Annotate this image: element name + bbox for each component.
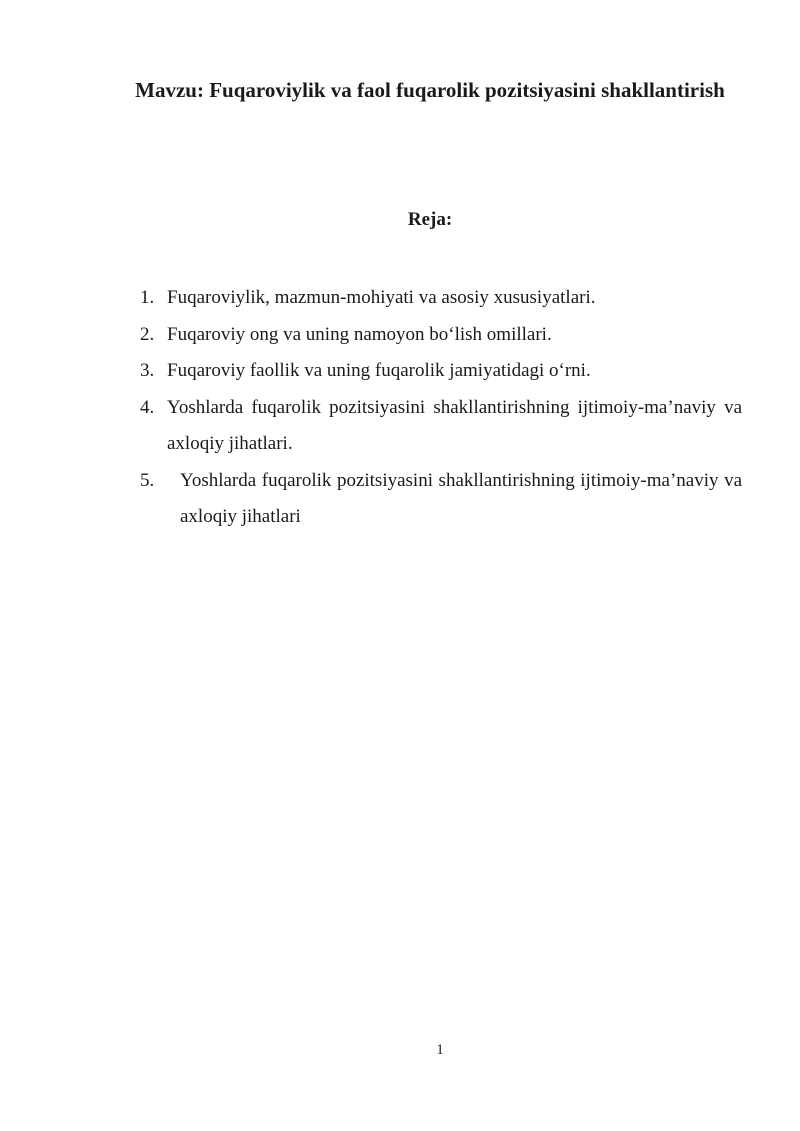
list-item-number: 4. [140, 396, 155, 418]
list-item-text: Fuqaroviy faollik va uning fuqarolik jamiyatidagi o‘rni. [167, 360, 591, 381]
list-item-number: 2. [140, 323, 155, 345]
list-item-number: 1. [140, 287, 155, 308]
list-item [140, 280, 742, 317]
list-item-number: 5. [140, 469, 155, 491]
list-item-text: Fuqaroviylik, mazmun-mohiyati va asosiy xususiyatlari. [167, 287, 596, 308]
list-item [140, 390, 742, 463]
list-item [140, 463, 742, 536]
list-item [140, 353, 742, 390]
plan-heading: Reja: [407, 209, 453, 230]
list-item [140, 317, 742, 354]
list-item-text: Yoshlarda fuqarolik pozitsiyasini shakllantirishning ijtimoiy-ma’naviy va axloqiy jihatlari. [167, 396, 742, 454]
list-item-text: Fuqaroviy ong va uning namoyon bo‘lish omillari. [167, 323, 552, 345]
plan-list [140, 280, 742, 536]
page-number: 1 [436, 1042, 444, 1058]
list-item-text: Yoshlarda fuqarolik pozitsiyasini shakllantirishning ijtimoiy-ma’naviy va axloqiy jihatlari [180, 469, 742, 527]
document-title: Mavzu: Fuqaroviylik va faol fuqarolik pozitsiyasini shakllantirish [135, 78, 725, 102]
list-item-number: 3. [140, 360, 155, 381]
